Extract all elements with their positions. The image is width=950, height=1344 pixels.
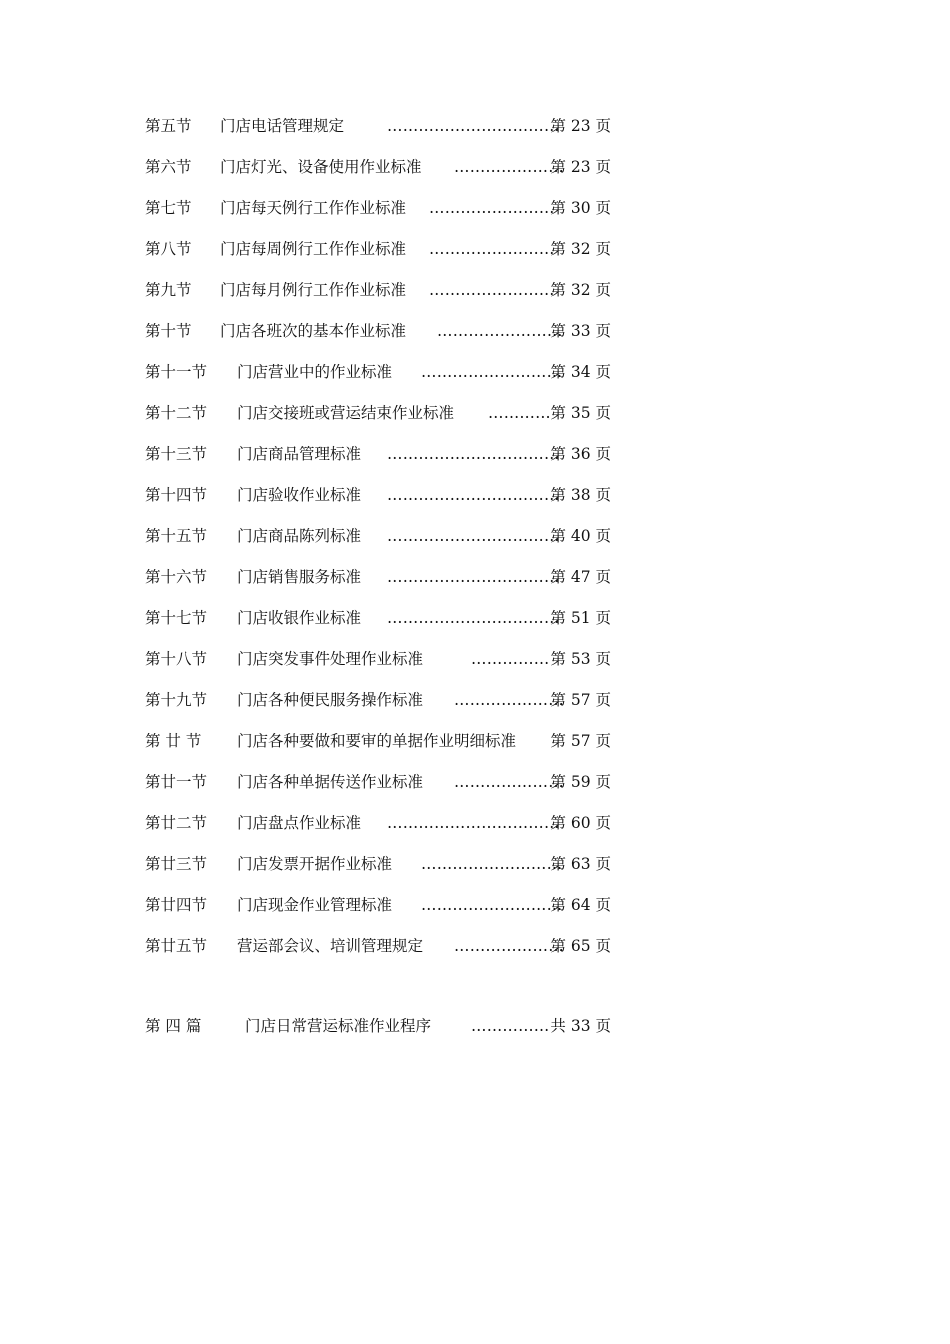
toc-page-ref: 第 23 页 bbox=[550, 158, 611, 176]
toc-section-number: 第十一节 bbox=[145, 363, 208, 381]
toc-page-ref: 第 32 页 bbox=[550, 240, 611, 258]
toc-entry-title: 门店每天例行工作作业标准 bbox=[220, 199, 407, 217]
toc-section-number: 第五节 bbox=[145, 117, 192, 135]
toc-entry-title: 门店各种要做和要审的单据作业明细标准 bbox=[237, 732, 517, 750]
toc-leader-dots: …………… bbox=[471, 1017, 550, 1035]
toc-leader-dots: …………………………… bbox=[387, 814, 560, 832]
toc-page-ref: 第 35 页 bbox=[550, 404, 611, 422]
toc-entry bbox=[145, 319, 611, 360]
toc-entry bbox=[145, 770, 611, 811]
toc-entry-title: 门店销售服务标准 bbox=[237, 568, 362, 586]
toc-entry-title: 门店营业中的作业标准 bbox=[237, 363, 393, 381]
toc-entry-title: 门店各种单据传送作业标准 bbox=[237, 773, 424, 791]
toc-page-ref: 第 23 页 bbox=[550, 117, 611, 135]
toc-entry bbox=[145, 196, 611, 237]
toc-entry-title: 门店每月例行工作作业标准 bbox=[220, 281, 407, 299]
toc-entry-title: 门店各种便民服务操作标准 bbox=[237, 691, 424, 709]
toc-page-ref: 第 63 页 bbox=[550, 855, 611, 873]
toc-leader-dots: ……………………… bbox=[421, 363, 563, 381]
toc-page-ref: 第 38 页 bbox=[550, 486, 611, 504]
toc-entry bbox=[145, 852, 611, 893]
toc-page-ref: 第 65 页 bbox=[550, 937, 611, 955]
toc-leader-dots: ……………………… bbox=[421, 855, 563, 873]
toc-section-number: 第廿五节 bbox=[145, 937, 208, 955]
toc-entry-title: 门店交接班或营运结束作业标准 bbox=[237, 404, 455, 422]
toc-entry-title: 门店电话管理规定 bbox=[220, 117, 345, 135]
toc-page-ref: 第 60 页 bbox=[550, 814, 611, 832]
toc-page-ref: 第 33 页 bbox=[550, 322, 611, 340]
toc-leader-dots: …………………… bbox=[437, 322, 563, 340]
toc-entry bbox=[145, 360, 611, 401]
toc-leader-dots: ………………… bbox=[454, 937, 564, 955]
toc-section-number: 第十六节 bbox=[145, 568, 208, 586]
toc-entry bbox=[145, 729, 611, 770]
toc-section-number: 第廿一节 bbox=[145, 773, 208, 791]
toc-entry-title: 门店收银作业标准 bbox=[237, 609, 362, 627]
toc-section-number: 第十九节 bbox=[145, 691, 208, 709]
toc-entry-title: 门店各班次的基本作业标准 bbox=[220, 322, 407, 340]
table-of-contents bbox=[145, 114, 611, 1055]
toc-leader-dots: ………………… bbox=[454, 158, 564, 176]
toc-entry bbox=[145, 934, 611, 975]
toc-page-ref: 第 57 页 bbox=[550, 691, 611, 709]
toc-entry bbox=[145, 647, 611, 688]
toc-page-ref: 第 59 页 bbox=[550, 773, 611, 791]
toc-entry bbox=[145, 893, 611, 934]
toc-part-number: 第 四 篇 bbox=[145, 1017, 202, 1035]
toc-entry bbox=[145, 278, 611, 319]
toc-leader-dots: …………………… bbox=[429, 199, 555, 217]
toc-leader-dots: ………………… bbox=[454, 773, 564, 791]
toc-entry bbox=[145, 442, 611, 483]
toc-page-ref: 第 34 页 bbox=[550, 363, 611, 381]
toc-page-ref: 第 57 页 bbox=[550, 732, 611, 750]
toc-entry bbox=[145, 155, 611, 196]
toc-entry bbox=[145, 565, 611, 606]
toc-section-number: 第九节 bbox=[145, 281, 192, 299]
toc-page-ref: 第 32 页 bbox=[550, 281, 611, 299]
toc-leader-dots: …………………………… bbox=[387, 527, 560, 545]
toc-page-ref: 第 47 页 bbox=[550, 568, 611, 586]
toc-section-number: 第六节 bbox=[145, 158, 192, 176]
toc-entry-title: 门店盘点作业标准 bbox=[237, 814, 362, 832]
toc-leader-dots: ……………………… bbox=[421, 896, 563, 914]
toc-entry bbox=[145, 688, 611, 729]
toc-section-number: 第十节 bbox=[145, 322, 192, 340]
toc-section-number: 第十三节 bbox=[145, 445, 208, 463]
toc-entry-title: 营运部会议、培训管理规定 bbox=[237, 937, 424, 955]
toc-section-number: 第八节 bbox=[145, 240, 192, 258]
toc-part-title: 门店日常营运标准作业程序 bbox=[245, 1017, 432, 1035]
toc-section-number: 第十二节 bbox=[145, 404, 208, 422]
toc-section-number: 第 廿 节 bbox=[145, 732, 202, 750]
toc-leader-dots: …………………………… bbox=[387, 609, 560, 627]
toc-page-ref: 第 36 页 bbox=[550, 445, 611, 463]
toc-section-number: 第十五节 bbox=[145, 527, 208, 545]
spacer bbox=[145, 975, 611, 1014]
toc-entry-title: 门店突发事件处理作业标准 bbox=[237, 650, 424, 668]
toc-leader-dots: …………………………… bbox=[387, 486, 560, 504]
toc-section-number: 第十八节 bbox=[145, 650, 208, 668]
toc-leader-dots: ………………… bbox=[454, 691, 564, 709]
toc-leader-dots: …………………… bbox=[429, 281, 555, 299]
toc-entry bbox=[145, 483, 611, 524]
toc-page-ref: 第 30 页 bbox=[550, 199, 611, 217]
toc-leader-dots: …………………… bbox=[429, 240, 555, 258]
toc-entry-title: 门店商品管理标准 bbox=[237, 445, 362, 463]
toc-section-number: 第廿二节 bbox=[145, 814, 208, 832]
toc-section-number: 第七节 bbox=[145, 199, 192, 217]
toc-section-number: 第廿三节 bbox=[145, 855, 208, 873]
toc-entry bbox=[145, 237, 611, 278]
toc-entry-title: 门店商品陈列标准 bbox=[237, 527, 362, 545]
toc-leader-dots: …………………………… bbox=[387, 117, 560, 135]
toc-page-ref: 第 53 页 bbox=[550, 650, 611, 668]
toc-page-ref: 第 40 页 bbox=[550, 527, 611, 545]
toc-entry-title: 门店灯光、设备使用作业标准 bbox=[220, 158, 422, 176]
toc-part-entry bbox=[145, 1014, 611, 1055]
toc-leader-dots: …………… bbox=[471, 650, 550, 668]
toc-entry-title: 门店现金作业管理标准 bbox=[237, 896, 393, 914]
toc-entry bbox=[145, 524, 611, 565]
toc-section-number: 第廿四节 bbox=[145, 896, 208, 914]
toc-page-count: 共 33 页 bbox=[550, 1017, 611, 1035]
toc-entry bbox=[145, 606, 611, 647]
toc-section-number: 第十七节 bbox=[145, 609, 208, 627]
toc-leader-dots: …………………………… bbox=[387, 445, 560, 463]
toc-entry bbox=[145, 114, 611, 155]
toc-entry bbox=[145, 401, 611, 442]
toc-entry bbox=[145, 811, 611, 852]
toc-section-number: 第十四节 bbox=[145, 486, 208, 504]
toc-entry-title: 门店每周例行工作作业标准 bbox=[220, 240, 407, 258]
toc-page-ref: 第 64 页 bbox=[550, 896, 611, 914]
toc-entry-title: 门店验收作业标准 bbox=[237, 486, 362, 504]
toc-leader-dots: ………… bbox=[488, 404, 551, 422]
toc-leader-dots: …………………………… bbox=[387, 568, 560, 586]
toc-entry-title: 门店发票开据作业标准 bbox=[237, 855, 393, 873]
toc-page-ref: 第 51 页 bbox=[550, 609, 611, 627]
